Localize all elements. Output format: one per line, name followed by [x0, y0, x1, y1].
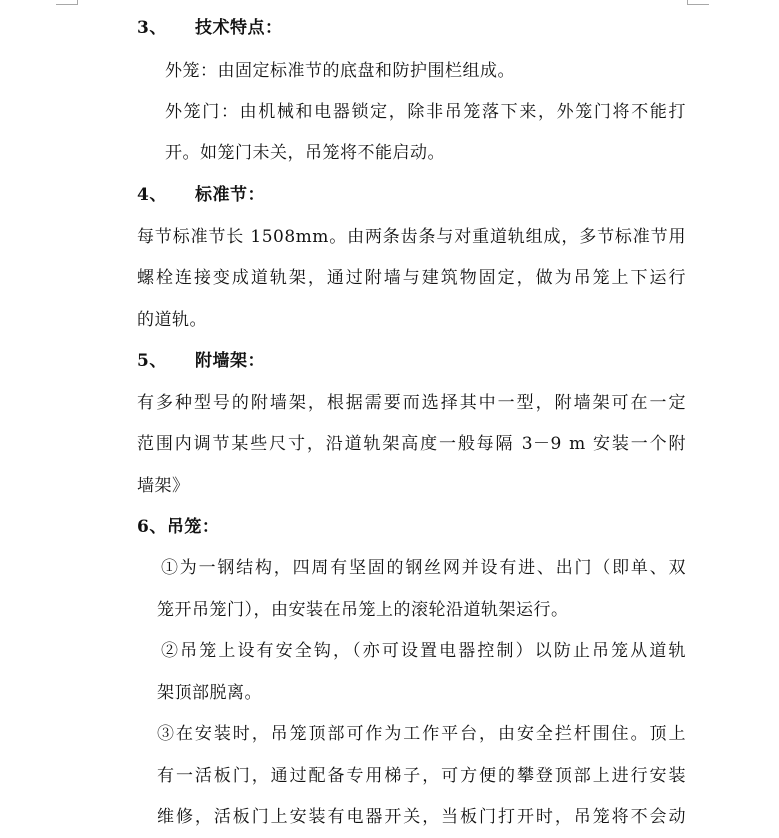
paragraph-line: 外笼：由固定标准节的底盘和防护围栏组成。 [165, 61, 515, 81]
paragraph-line: 有多种型号的附墙架，根据需要而选择其中一型，附墙架可在一定 [137, 393, 686, 413]
crop-mark-top-left [56, 4, 78, 5]
section-3-heading [137, 17, 283, 39]
section-6-heading [137, 516, 219, 538]
section-5-heading [137, 350, 265, 372]
paragraph-line: 笼开吊笼门），由安装在吊笼上的滚轮沿道轨架运行。 [157, 600, 569, 620]
paragraph-line: 架顶部脱离。 [157, 683, 262, 703]
paragraph-line: 范围内调节某些尺寸，沿道轨架高度一般每隔 3－9 m 安装一个附 [137, 434, 686, 454]
paragraph-line: 每节标准节长 1508mm。由两条齿条与对重道轨组成，多节标准节用 [137, 227, 686, 247]
paragraph-line: ③在安装时，吊笼顶部可作为工作平台，由安全拦杆围住。顶上 [157, 724, 686, 744]
paragraph-line: ②吊笼上设有安全钩，（亦可设置电器控制）以防止吊笼从道轨 [161, 641, 686, 661]
paragraph-line: 有一活板门，通过配备专用梯子，可方便的攀登顶部上进行安装 [157, 766, 686, 786]
crop-mark-top-left [77, 0, 78, 5]
section-number: 5、 [137, 351, 167, 371]
section-4-heading [137, 184, 265, 206]
section-number: 3、 [137, 18, 167, 38]
section-title: 技术特点： [195, 18, 283, 38]
section-number: 6、 [137, 517, 167, 537]
paragraph-line: 螺栓连接变成道轨架，通过附墙与建筑物固定，做为吊笼上下运行 [137, 268, 686, 288]
section-title: 标准节： [195, 185, 265, 205]
section-title: 吊笼： [166, 517, 220, 537]
crop-mark-top-right [687, 0, 688, 5]
paragraph-line: 维修，活板门上安装有电器开关，当板门打开时，吊笼将不会动 [157, 807, 686, 827]
paragraph-line: 外笼门：由机械和电器锁定，除非吊笼落下来，外笼门将不能打 [165, 102, 686, 122]
paragraph-line: ①为一钢结构，四周有坚固的钢丝网并设有进、出门（即单、双 [161, 558, 686, 578]
paragraph-line: 开。如笼门未关，吊笼将不能启动。 [165, 143, 445, 163]
crop-mark-top-right [687, 4, 709, 5]
paragraph-line: 的道轨。 [137, 310, 207, 330]
section-number: 4、 [137, 185, 167, 205]
paragraph-line: 墙架》 [137, 476, 190, 496]
section-title: 附墙架： [195, 351, 265, 371]
